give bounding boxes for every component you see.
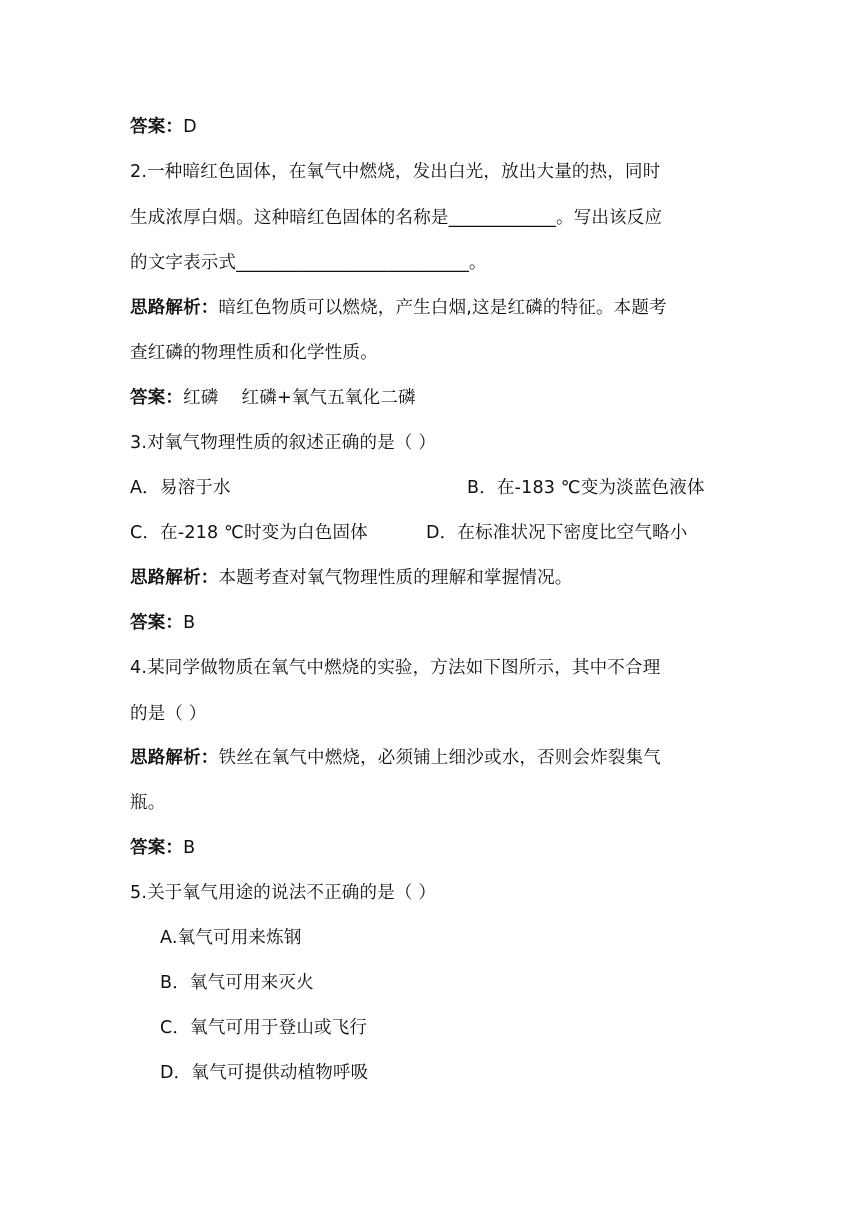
answer-label: 答案： bbox=[130, 117, 184, 137]
q3-answer-line bbox=[130, 611, 195, 635]
q5-option-a: A.氧气可用来炼钢 bbox=[160, 928, 302, 948]
analysis-text: 本题考查对氧气物理性质的理解和掌握情况。 bbox=[218, 568, 573, 588]
analysis-text: 暗红色物质可以燃烧，产生白烟,这是红磷的特征。本题考 bbox=[218, 298, 667, 318]
answer-label: 答案： bbox=[130, 613, 184, 633]
analysis-label: 思路解析： bbox=[130, 748, 219, 768]
q2-analysis-line-2: 查红磷的物理性质和化学性质。 bbox=[130, 343, 378, 363]
q4-stem-line-1: 4.某同学做物质在氧气中燃烧的实验，方法如下图所示，其中不合理 bbox=[130, 658, 661, 678]
analysis-label: 思路解析： bbox=[130, 298, 219, 318]
q3-option-c: C．在-218 ℃时变为白色固体 bbox=[130, 523, 368, 543]
q2-stem-line-2: 生成浓厚白烟。这种暗红色固体的名称是____________。写出该反应 bbox=[130, 208, 663, 228]
answer-value: D bbox=[183, 117, 197, 137]
q3-options-row-2 bbox=[130, 521, 750, 545]
analysis-label: 思路解析： bbox=[130, 568, 219, 588]
answer-value: B bbox=[183, 838, 196, 858]
q2-answer-line bbox=[130, 386, 416, 410]
answer-value: B bbox=[183, 613, 196, 633]
q4-analysis-line-2: 瓶。 bbox=[130, 793, 166, 813]
q3-analysis-line bbox=[130, 566, 573, 590]
q2-stem-line-3: 的文字表示式__________________________。 bbox=[130, 253, 487, 273]
q5-option-b: B．氧气可用来灭火 bbox=[160, 973, 314, 993]
q3-stem: 3.对氧气物理性质的叙述正确的是（ ） bbox=[130, 433, 437, 453]
answer-label: 答案： bbox=[130, 838, 184, 858]
q3-option-b: B．在-183 ℃变为淡蓝色液体 bbox=[467, 478, 705, 498]
q1-answer-line bbox=[130, 115, 197, 139]
q4-answer-line bbox=[130, 836, 195, 860]
answer-label: 答案： bbox=[130, 388, 184, 408]
q5-option-d: D．氧气可提供动植物呼吸 bbox=[160, 1063, 369, 1083]
q3-option-d: D．在标准状况下密度比空气略小 bbox=[426, 523, 688, 543]
q3-option-a: A．易溶于水 bbox=[130, 478, 231, 498]
q2-stem-line-1: 2.一种暗红色固体，在氧气中燃烧，发出白光，放出大量的热，同时 bbox=[130, 162, 661, 182]
q5-option-c: C．氧气可用于登山或飞行 bbox=[160, 1018, 368, 1038]
q3-options-row-1 bbox=[130, 476, 750, 500]
q4-analysis-line-1 bbox=[130, 746, 661, 770]
analysis-text: 铁丝在氧气中燃烧，必须铺上细沙或水，否则会炸裂集气 bbox=[218, 748, 661, 768]
q2-analysis-line-1 bbox=[130, 296, 667, 320]
answer-value: 红磷 红磷+氧气五氧化二磷 bbox=[183, 388, 416, 408]
q5-stem: 5.关于氧气用途的说法不正确的是（ ） bbox=[130, 883, 437, 903]
q4-stem-line-2: 的是（ ） bbox=[130, 704, 207, 724]
